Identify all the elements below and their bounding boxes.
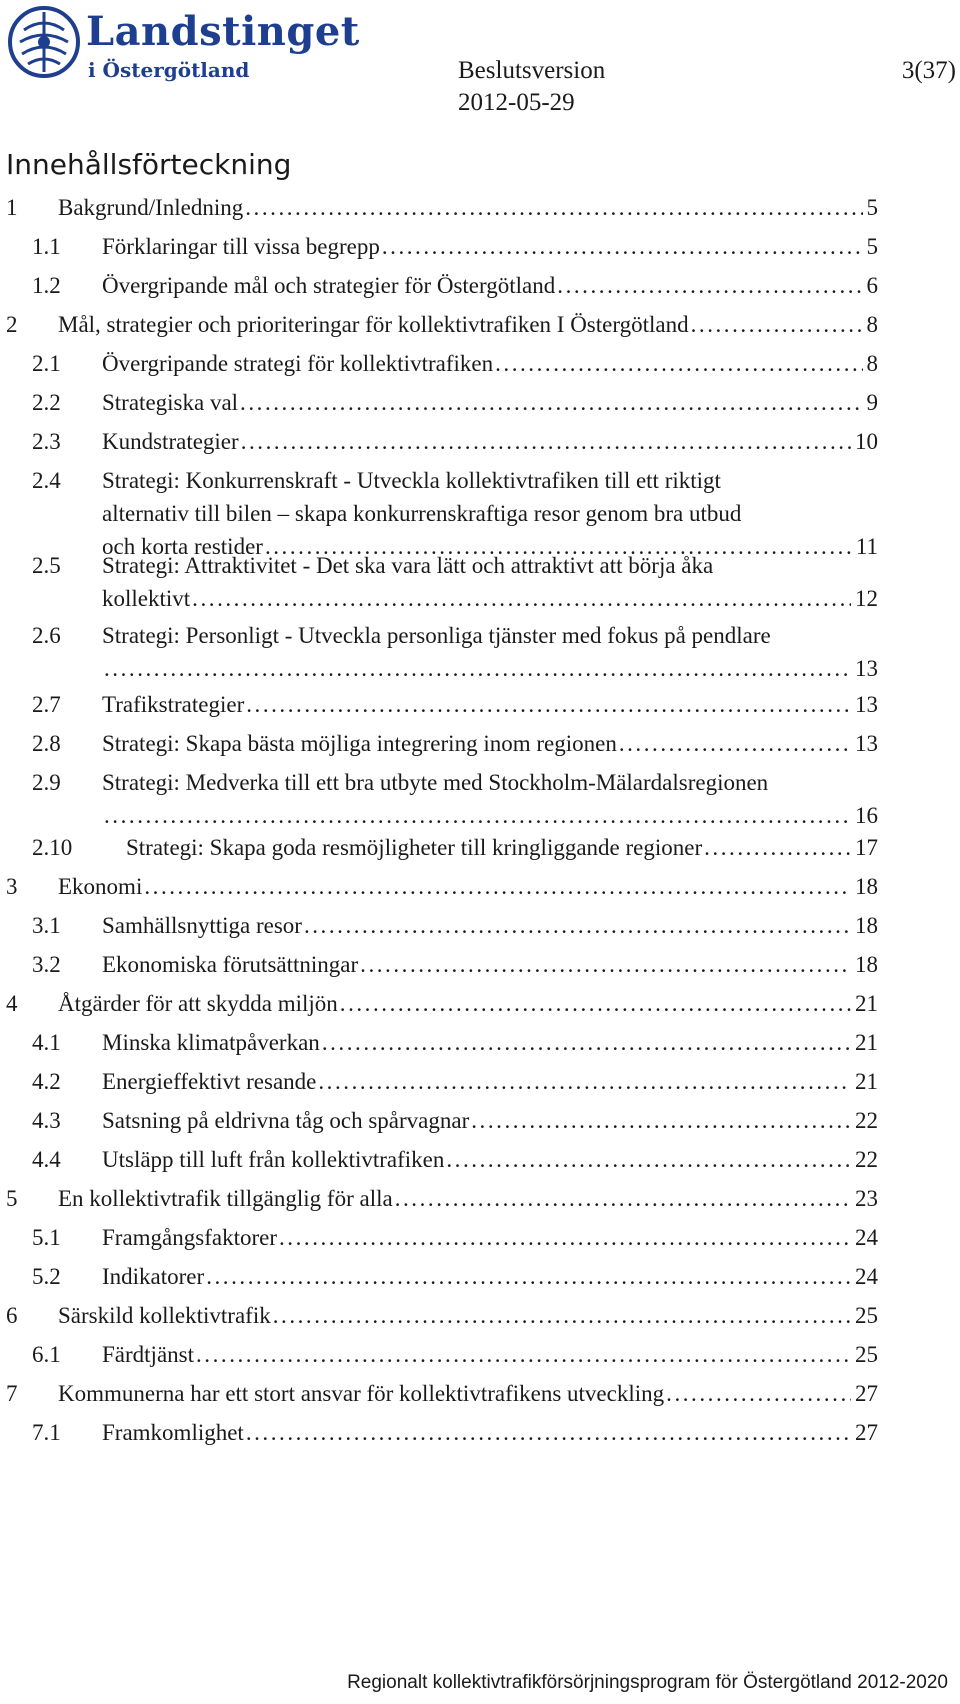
toc-entry-title: Övergripande strategi för kollektivtrafiken — [102, 351, 494, 376]
toc-entry[interactable] — [0, 1066, 960, 1099]
toc-entry[interactable] — [0, 231, 960, 264]
toc-entry-number: 6 — [6, 1303, 18, 1328]
toc-entry-title: Förklaringar till vissa begrepp — [102, 234, 380, 259]
crest-emblem-icon — [6, 4, 82, 80]
toc-entry-title: Strategi: Medverka till ett bra utbyte med Stockholm-Mälardalsregionen — [102, 770, 769, 795]
toc-entry-number: 5.1 — [32, 1225, 61, 1250]
toc-entry-page: 5 — [866, 234, 878, 259]
dot-leader — [304, 910, 851, 942]
toc-entry-page: 16 — [855, 803, 878, 828]
dot-leader — [246, 1417, 851, 1449]
toc-entry-page: 21 — [855, 1030, 878, 1055]
toc-entry-title: kollektivt — [102, 586, 191, 611]
toc-entry[interactable] — [0, 387, 960, 420]
toc-entry-number: 3.2 — [32, 952, 61, 977]
toc-entry[interactable] — [0, 620, 960, 686]
toc-entry-title: Strategi: Attraktivitet - Det ska vara lätt och attraktivt att börja åka — [102, 553, 714, 578]
dot-leader — [240, 387, 862, 419]
toc-entry-number: 6.1 — [32, 1342, 61, 1367]
dot-leader — [666, 1378, 851, 1410]
toc-entry-page: 23 — [855, 1186, 878, 1211]
dot-leader — [340, 988, 851, 1020]
toc-entry-number: 3.1 — [32, 913, 61, 938]
toc-entry-number: 2.1 — [32, 351, 61, 376]
toc-entry[interactable] — [0, 192, 960, 225]
toc-entry-title: Kommunerna har ett stort ansvar för kollektivtrafikens utveckling — [58, 1381, 665, 1406]
page-footer: Regionalt kollektivtrafikförsörjningsprogram för Östergötland 2012-2020 — [347, 1672, 948, 1693]
toc-entry-title: Strategi: Skapa goda resmöjligheter till kringliggande regioner — [126, 835, 703, 860]
dot-leader — [704, 832, 851, 864]
dot-leader — [104, 800, 851, 832]
toc-entry-page: 8 — [866, 312, 878, 337]
toc-entry-title: Bakgrund/Inledning — [58, 195, 244, 220]
toc-entry-title: Kundstrategier — [102, 429, 239, 454]
dot-leader — [196, 1339, 851, 1371]
toc-entry[interactable] — [0, 426, 960, 459]
toc-entry-page: 13 — [855, 692, 878, 717]
toc-entry-page: 11 — [855, 534, 878, 559]
toc-entry-title: Trafikstrategier — [102, 692, 245, 717]
document-status: Beslutsversion — [458, 57, 606, 84]
dot-leader — [395, 1183, 851, 1215]
landstinget-logo — [6, 4, 360, 82]
dot-leader — [318, 1066, 851, 1098]
toc-entry-page: 27 — [855, 1420, 878, 1445]
toc-entry-page: 9 — [866, 390, 878, 415]
toc-entry-number: 4.2 — [32, 1069, 61, 1094]
toc-entry-number: 4.1 — [32, 1030, 61, 1055]
logo-title: Landstinget — [86, 8, 360, 55]
toc-entry-title: Färdtjänst — [102, 1342, 194, 1367]
toc-entry-number: 1.1 — [32, 234, 61, 259]
toc-entry-title: Åtgärder för att skydda miljön — [58, 991, 338, 1016]
toc-entry-title: Övergripande mål och strategier för Östergötland — [102, 273, 556, 298]
toc-entry-title: Strategi: Personligt - Utveckla personliga tjänster med fokus på pendlare — [102, 623, 771, 648]
toc-entry-page: 12 — [855, 586, 878, 611]
toc-entry-title: Strategiska val — [102, 390, 239, 415]
dot-leader — [382, 231, 863, 263]
toc-entry-page: 5 — [866, 195, 878, 220]
toc-entry[interactable] — [0, 1105, 960, 1138]
toc-entry-number: 2.4 — [32, 468, 61, 493]
toc-entry-title: Satsning på eldrivna tåg och spårvagnar — [102, 1108, 470, 1133]
toc-entry[interactable] — [0, 1300, 960, 1333]
toc-entry[interactable] — [0, 728, 960, 761]
toc-entry-number: 2.6 — [32, 623, 61, 648]
toc-entry-number: 2.3 — [32, 429, 61, 454]
toc-entry-page: 24 — [855, 1225, 878, 1250]
toc-entry[interactable] — [0, 1339, 960, 1372]
toc-entry[interactable] — [0, 832, 960, 865]
toc-entry[interactable] — [0, 767, 960, 833]
dot-leader — [104, 653, 851, 685]
toc-entry-page: 18 — [855, 874, 878, 899]
toc-entry[interactable] — [0, 988, 960, 1021]
toc-entry[interactable] — [0, 1261, 960, 1294]
toc-entry[interactable] — [0, 1222, 960, 1255]
dot-leader — [279, 1222, 851, 1254]
toc-entry-number: 2.5 — [32, 553, 61, 578]
toc-entry-page: 25 — [855, 1303, 878, 1328]
toc-entry-page: 18 — [855, 952, 878, 977]
toc-entry-page: 27 — [855, 1381, 878, 1406]
dot-leader — [322, 1027, 851, 1059]
dot-leader — [241, 426, 851, 458]
toc-entry-title: Särskild kollektivtrafik — [58, 1303, 271, 1328]
dot-leader — [192, 583, 851, 615]
toc-entry-number: 4.3 — [32, 1108, 61, 1133]
toc-entry-title: Strategi: Skapa bästa möjliga integrering inom regionen — [102, 731, 617, 756]
toc-entry-page: 21 — [855, 991, 878, 1016]
toc-entry-number: 4.4 — [32, 1147, 61, 1172]
toc-entry-page: 6 — [866, 273, 878, 298]
dot-leader — [557, 270, 862, 302]
toc-entry-title: Energieffektivt resande — [102, 1069, 317, 1094]
toc-entry-title: Ekonomi — [58, 874, 143, 899]
dot-leader — [471, 1105, 851, 1137]
toc-entry-title: En kollektivtrafik tillgänglig för alla — [58, 1186, 393, 1211]
toc-entry-number: 5 — [6, 1186, 18, 1211]
toc-entry[interactable] — [0, 1417, 960, 1450]
toc-entry-page: 24 — [855, 1264, 878, 1289]
toc-entry[interactable] — [0, 1144, 960, 1177]
toc-entry[interactable] — [0, 309, 960, 342]
toc-entry-page: 21 — [855, 1069, 878, 1094]
toc-entry-number: 3 — [6, 874, 18, 899]
toc-entry-title: Framgångsfaktorer — [102, 1225, 277, 1250]
dot-leader — [619, 728, 851, 760]
toc-entry[interactable] — [0, 1378, 960, 1411]
toc-entry-title: Strategi: Konkurrenskraft - Utveckla kollektivtrafiken till ett riktigt — [102, 468, 721, 493]
dot-leader — [360, 949, 851, 981]
toc-entry[interactable] — [0, 270, 960, 303]
toc-entry-title: Framkomlighet — [102, 1420, 244, 1445]
dot-leader — [691, 309, 863, 341]
toc-entry-number: 2.10 — [32, 835, 73, 860]
toc-entry-page: 17 — [855, 835, 878, 860]
toc-entry-number: 2 — [6, 312, 18, 337]
toc-entry-title: Indikatorer — [102, 1264, 205, 1289]
toc-entry-title: Utsläpp till luft från kollektivtrafiken — [102, 1147, 445, 1172]
toc-entry[interactable] — [0, 348, 960, 381]
dot-leader — [245, 192, 862, 224]
toc-entry[interactable] — [0, 1183, 960, 1216]
page-number: 3(37) — [901, 57, 956, 84]
toc-entry-number: 1 — [6, 195, 18, 220]
toc-entry-title: Samhällsnyttiga resor — [102, 913, 302, 938]
toc-entry-number: 4 — [6, 991, 18, 1016]
dot-leader — [206, 1261, 851, 1293]
toc-entry-number: 7 — [6, 1381, 18, 1406]
toc-entry-number: 1.2 — [32, 273, 61, 298]
toc-entry-number: 2.9 — [32, 770, 61, 795]
toc-entry-title: och korta restider — [102, 534, 263, 559]
toc-entry[interactable] — [0, 910, 960, 943]
toc-entry[interactable] — [0, 550, 960, 616]
toc-entry-page: 22 — [855, 1108, 878, 1133]
toc-entry[interactable] — [0, 949, 960, 982]
toc-entry-page: 8 — [866, 351, 878, 376]
dot-leader — [446, 1144, 851, 1176]
toc-entry-title: Minska klimatpåverkan — [102, 1030, 320, 1055]
dot-leader — [144, 871, 851, 903]
toc-entry[interactable] — [0, 1027, 960, 1060]
toc-entry-page: 25 — [855, 1342, 878, 1367]
toc-entry[interactable] — [0, 871, 960, 904]
toc-entry-number: 2.7 — [32, 692, 61, 717]
dot-leader — [273, 1300, 851, 1332]
document-date: 2012-05-29 — [458, 89, 575, 116]
toc-entry-title: alternativ till bilen – skapa konkurrenskraftiga resor genom bra utbud — [102, 501, 742, 526]
toc-entry[interactable] — [0, 689, 960, 722]
logo-subtitle: i Östergötland — [88, 58, 250, 82]
toc-entry-number: 7.1 — [32, 1420, 61, 1445]
toc-entry-page: 18 — [855, 913, 878, 938]
toc-heading: Innehållsförteckning — [6, 148, 292, 181]
toc-entry-number: 5.2 — [32, 1264, 61, 1289]
toc-entry-page: 10 — [855, 429, 878, 454]
toc-entry-page: 22 — [855, 1147, 878, 1172]
toc-entry-title: Ekonomiska förutsättningar — [102, 952, 359, 977]
toc-entry-title: Mål, strategier och prioriteringar för kollektivtrafiken I Östergötland — [58, 312, 689, 337]
dot-leader — [495, 348, 862, 380]
toc-entry-page: 13 — [855, 656, 878, 681]
toc-entry-number: 2.2 — [32, 390, 61, 415]
toc-entry-page: 13 — [855, 731, 878, 756]
dot-leader — [246, 689, 851, 721]
toc-entry-number: 2.8 — [32, 731, 61, 756]
